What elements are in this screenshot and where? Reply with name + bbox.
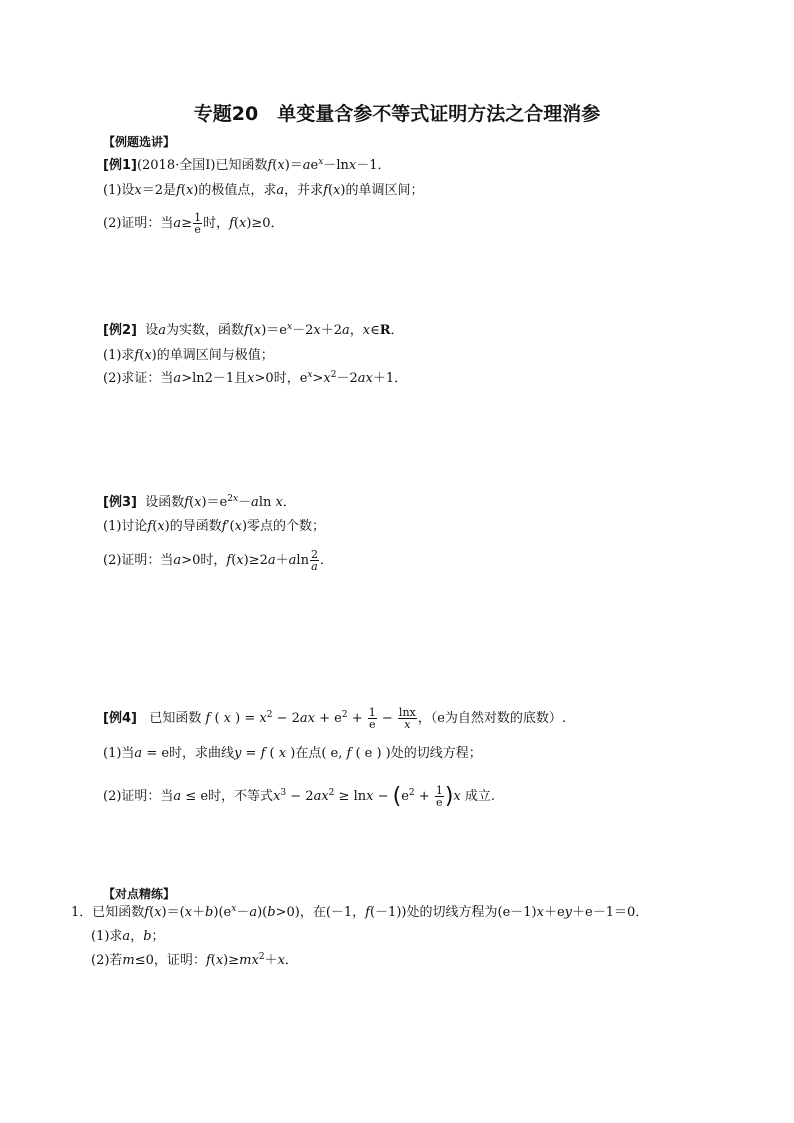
example-1-part-2: (2)证明：当a≥ $\frac{1}{e}$ 时，f(x)≥0． (103, 211, 284, 236)
practice-1-part-2: (2)若m≤0，证明：$f(x)\ge mx^2+x$． (91, 952, 298, 968)
example-3-part-2: (2)证明：当a>0时，f(x)≥2a＋aln $\frac{2}{a}$ ． (103, 548, 333, 573)
fraction: $\frac{1}{e}$ (368, 706, 376, 731)
section-heading-practice: 【对点精练】 (103, 887, 176, 901)
example-1-stem: [例1](2018·全国Ⅰ)已知函数$f(x)=ae^x-\ln x-1$． (103, 157, 391, 173)
example-2-part-1: (1)求f(x)的单调区间与极值； (103, 348, 274, 363)
example-1-label: [例1] (103, 158, 137, 173)
example-4-label: [例4] (103, 711, 137, 726)
fraction: $\frac{1}{e}$ (194, 211, 202, 236)
practice-1-part-1: (1)求a，b； (91, 929, 165, 944)
example-2-part-2: (2)求证：当a>ln2－1且x>0时，$e^x>x^2-2ax+1$． (103, 370, 408, 386)
practice-number: 1． (71, 905, 93, 920)
example-3-stem: [例3] 设函数$f(x)=e^{2x}-aln$ x． (103, 494, 296, 510)
example-4-part-1: (1)当a = e时，求曲线y = f ( x )在点( e, f ( e ) )处的切线方程； (103, 746, 482, 761)
fraction: $\frac{1}{e}$ (435, 784, 443, 809)
example-1-source: (2018·全国Ⅰ) (136, 158, 216, 173)
example-3-part-1: (1)讨论f(x)的导函数f′(x)零点的个数； (103, 519, 326, 534)
example-2-stem: [例2] 设a为实数，函数$f(x)=e^x-2x+2a$，x∈R． (103, 322, 404, 338)
example-4-part-2: (2)证明：当a ≤ e时，不等式$x^3 - 2ax^2 \ge \ln x - (e^2$ + $\frac{1}{e}$ )x 成立. (103, 784, 496, 809)
fraction: $\frac{2}{a}$ (310, 548, 318, 573)
example-1-part-1: (1)设x＝2是f(x)的极值点，求a，并求f(x)的单调区间； (103, 183, 424, 198)
fraction: $\frac{\ln x}{x}$ (398, 706, 416, 731)
practice-1-stem: 1．已知函数$f(x)=(x+b)(e^x-a)(b>0)$，在(－1，f(－1))处的切线方程为(e－1)x＋ey＋e－1＝0． (71, 904, 649, 920)
section-heading-examples: 【例题选讲】 (103, 135, 176, 149)
example-3-label: [例3] (103, 495, 137, 510)
page-title: 专题20 单变量含参不等式证明方法之合理消参 (193, 103, 601, 125)
example-4-stem: [例4] 已知函数 f ( x ) = $x^2 - 2ax + e^2$ + $\frac{1}{e}$ − $\frac{\ln x}{x}$ ，（e为自然对数的底数）. (103, 706, 567, 731)
example-2-label: [例2] (103, 323, 137, 338)
